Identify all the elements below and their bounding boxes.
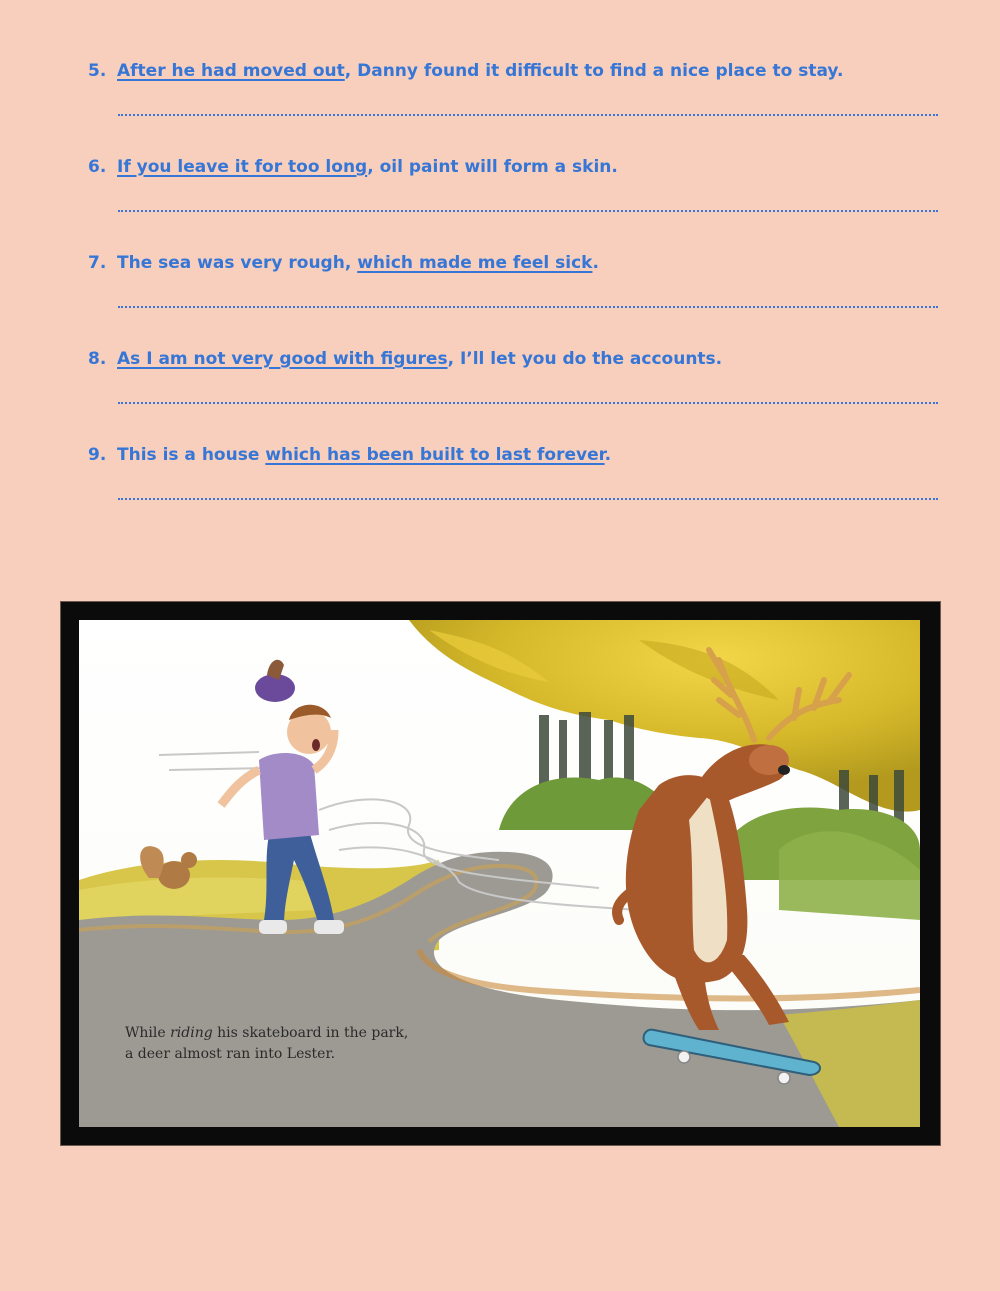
sentence-start: This is a house bbox=[117, 445, 266, 465]
item-number: 7. bbox=[88, 253, 107, 273]
sentence-9 bbox=[88, 444, 611, 466]
sentence-5 bbox=[88, 60, 843, 82]
sentence-start: The sea was very rough, bbox=[117, 253, 358, 273]
underlined-clause: After he had moved out bbox=[117, 61, 345, 81]
answer-line-9[interactable] bbox=[118, 487, 938, 509]
caption-text: his skateboard in the park, bbox=[212, 1025, 409, 1041]
answer-line-7[interactable] bbox=[118, 295, 938, 317]
sentence-6 bbox=[88, 156, 618, 178]
item-number: 5. bbox=[88, 61, 107, 81]
caption-italic-word: riding bbox=[170, 1025, 213, 1041]
sentence-rest: , Danny found it difficult to find a nice place to stay. bbox=[344, 61, 844, 81]
caption-text: While bbox=[125, 1025, 171, 1041]
answer-line-5[interactable] bbox=[118, 103, 938, 125]
sentence-end: . bbox=[604, 445, 612, 465]
underlined-clause: which has been built to last forever bbox=[265, 445, 605, 465]
sentence-7 bbox=[88, 252, 599, 274]
sentence-8 bbox=[88, 348, 722, 370]
item-number: 6. bbox=[88, 157, 107, 177]
answer-line-6[interactable] bbox=[118, 199, 938, 221]
park-illustration bbox=[79, 620, 920, 1127]
underlined-clause: which made me feel sick bbox=[357, 253, 593, 273]
illustration-caption bbox=[125, 1023, 408, 1065]
caption-line-1 bbox=[125, 1023, 408, 1044]
item-number: 8. bbox=[88, 349, 107, 369]
sentence-end: . bbox=[592, 253, 599, 273]
answer-line-8[interactable] bbox=[118, 391, 938, 413]
caption-line-2: a deer almost ran into Lester. bbox=[125, 1046, 336, 1062]
item-number: 9. bbox=[88, 445, 107, 465]
sentence-rest: , oil paint will form a skin. bbox=[367, 157, 618, 177]
underlined-clause: If you leave it for too long bbox=[117, 157, 368, 177]
underlined-clause: As I am not very good with figures bbox=[117, 349, 448, 369]
sentence-rest: , I’ll let you do the accounts. bbox=[447, 349, 723, 369]
illustration-frame bbox=[61, 602, 940, 1145]
